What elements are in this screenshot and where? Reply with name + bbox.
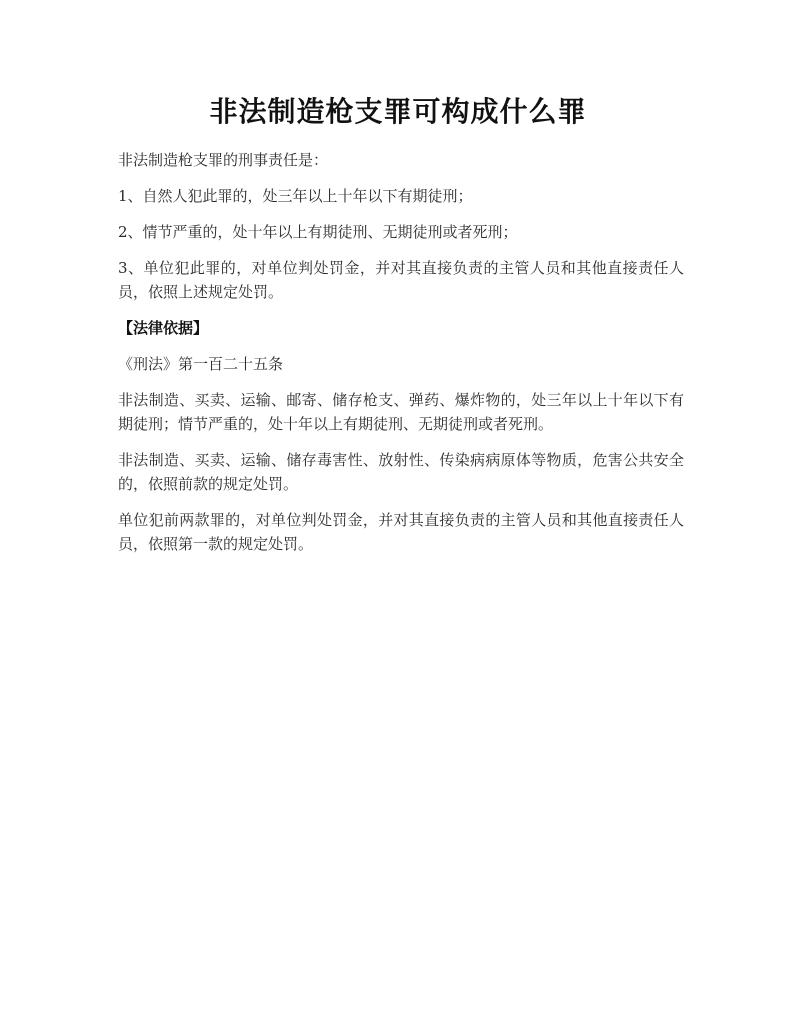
law-paragraph-2: 非法制造、买卖、运输、储存毒害性、放射性、传染病病原体等物质，危害公共安全的，依照前款的规定处罚。	[118, 451, 684, 493]
law-paragraph-3: 单位犯前两款罪的，对单位判处罚金，并对其直接负责的主管人员和其他直接责任人员，依照第一款的规定处罚。	[118, 511, 684, 553]
legal-basis-heading: 【法律依据】	[118, 319, 209, 337]
law-paragraph-1: 非法制造、买卖、运输、邮寄、储存枪支、弹药、爆炸物的，处三年以上十年以下有期徒刑；情节严重的，处十年以上有期徒刑、无期徒刑或者死刑。	[118, 391, 684, 433]
liability-item-3: 3、单位犯此罪的，对单位判处罚金，并对其直接负责的主管人员和其他直接责任人员，依照上述规定处罚。	[118, 259, 684, 301]
liability-item-2: 2、情节严重的，处十年以上有期徒刑、无期徒刑或者死刑；	[118, 223, 518, 241]
liability-item-1: 1、自然人犯此罪的，处三年以上十年以下有期徒刑；	[118, 187, 473, 205]
law-reference: 《刑法》第一百二十五条	[118, 355, 284, 373]
intro-paragraph: 非法制造枪支罪的刑事责任是：	[118, 151, 329, 169]
document-title: 非法制造枪支罪可构成什么罪	[209, 95, 587, 128]
document-body	[118, 148, 684, 568]
